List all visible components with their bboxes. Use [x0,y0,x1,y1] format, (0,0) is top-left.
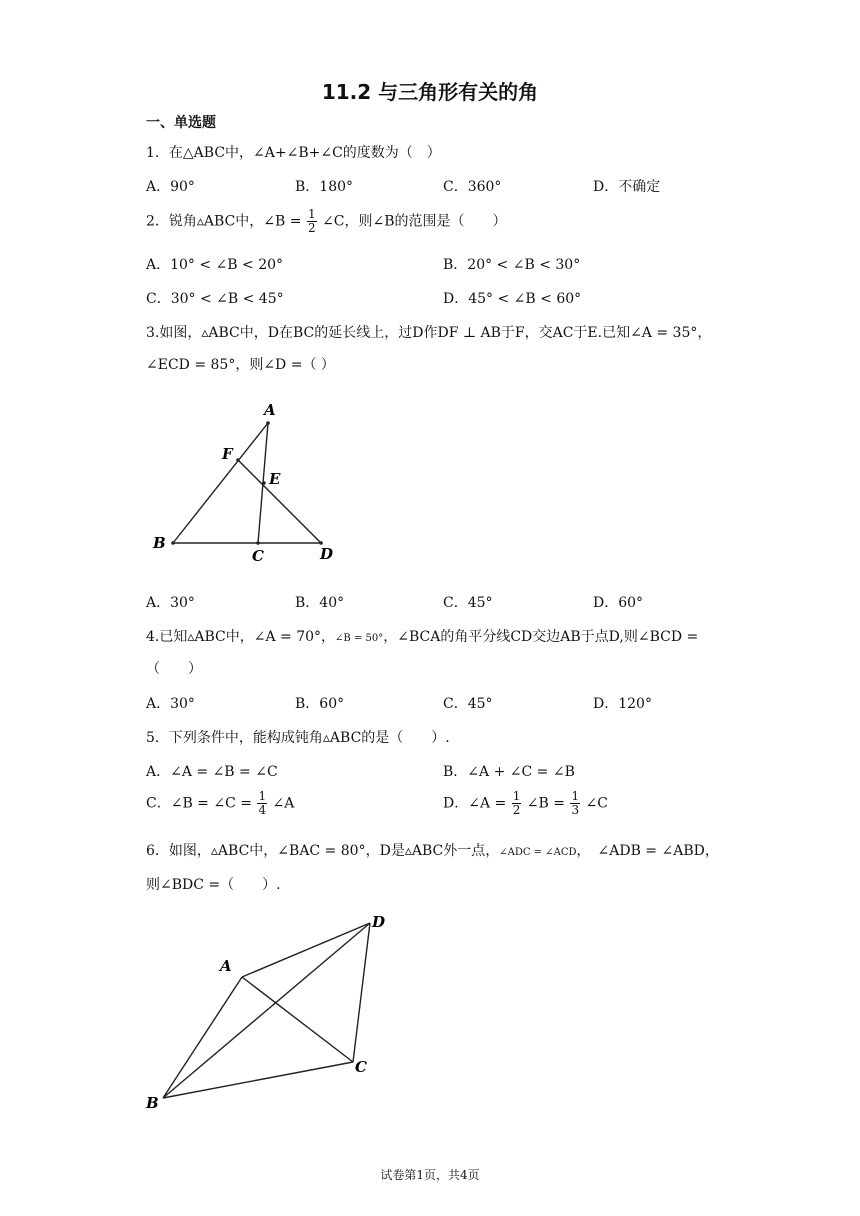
label-C: C [355,1058,367,1076]
q5-d-fraction-2 [570,790,580,817]
q1-option-d[interactable]: D．不确定 [593,179,661,195]
q3-option-d[interactable]: D．60° [593,595,644,611]
q6-stem-small: ∠ADC = ∠ACD [499,847,577,858]
label-C: C [252,547,264,565]
label-B: B [146,1094,159,1112]
label-B: B [153,534,166,552]
label-D: D [372,913,386,931]
question-6-stem-line1 [146,840,719,860]
q5-d-den2: 3 [571,803,580,817]
question-3-stem-line1: 3.如图，▵ABC中，D在BC的延长线上，过D作DF ⊥ AB于F，交AC于E.已知∠A = 35°， [146,325,712,341]
segment-AD [242,923,370,977]
segment-DC [353,923,370,1062]
q6-stem-part2: ， ∠ADB = ∠ABD， [576,843,719,859]
segment-BA [163,977,242,1098]
q5-d-mid: ∠B = [526,795,565,812]
q3-option-b[interactable]: B．40° [295,595,345,611]
q4-stem-part1: 4.已知▵ABC中，∠A = 70°， [146,629,336,645]
q5-d-fraction-1 [512,790,522,817]
q3-option-a[interactable]: A．30° [146,595,195,611]
q2-stem-prefix: 2．锐角▵ABC中，∠B = [146,213,302,230]
point-C [256,541,260,545]
point-A [266,421,270,425]
question-5-stem: 5．下列条件中，能构成钝角▵ABC的是（ ）. [146,730,450,746]
q5-c-num: 1 [258,789,267,803]
q5-c-suffix: ∠A [272,795,295,812]
q5-option-d[interactable] [443,790,608,817]
q5-d-num1: 1 [512,789,521,803]
q5-option-a[interactable]: A．∠A = ∠B = ∠C [146,764,278,780]
q2-option-c[interactable]: C．30° < ∠B < 45° [146,291,284,307]
section-heading: 一、单选题 [146,115,216,131]
question-1-stem: 1．在△ABC中，∠A+∠B+∠C的度数为（ ） [146,145,441,161]
q2-fraction [307,208,317,235]
q5-d-suffix: ∠C [585,795,608,812]
q6-stem-part1: 6．如图，▵ABC中，∠BAC = 80°，D是▵ABC外一点， [146,843,500,859]
q5-c-den: 4 [258,803,267,817]
q1-option-b[interactable]: B．180° [295,179,354,195]
label-A: A [264,401,276,419]
q1-option-c[interactable]: C．360° [443,179,502,195]
q2-option-d[interactable]: D．45° < ∠B < 60° [443,291,582,307]
q4-stem-small: ∠B = 50° [335,633,384,644]
label-F: F [222,445,233,463]
q5-c-fraction [257,790,267,817]
segment-AC [242,977,353,1062]
q4-stem-part2: ，∠BCA的角平分线CD交边AB于点D,则∠BCD = [383,629,699,645]
q2-stem-suffix: ∠C，则∠B的范围是（ ） [322,213,507,230]
q2-fraction-den: 2 [307,221,316,235]
q5-d-den1: 2 [512,803,521,817]
q3-triangle-figure [140,396,360,572]
page-footer: 试卷第1页，共4页 [380,1168,480,1182]
question-4-stem-line1 [146,626,698,646]
q4-option-a[interactable]: A．30° [146,696,195,712]
label-D: D [320,545,334,563]
label-A: A [220,957,232,975]
q4-option-c[interactable]: C．45° [443,696,493,712]
q2-option-b[interactable]: B．20° < ∠B < 30° [443,257,581,273]
q3-option-c[interactable]: C．45° [443,595,493,611]
question-3-stem-line2: ∠ECD = 85°，则∠D =（ ） [146,357,335,373]
question-2-stem [146,208,507,235]
q2-option-a[interactable]: A．10° < ∠B < 20° [146,257,284,273]
point-E [262,481,266,485]
segment-CB [163,1062,353,1098]
segment-BD [163,923,370,1098]
q1-option-a[interactable]: A．90° [146,179,195,195]
q5-d-num2: 1 [571,789,580,803]
q5-option-c[interactable] [146,790,294,817]
q5-c-prefix: C．∠B = ∠C = [146,795,252,812]
page-title: 11.2 与三角形有关的角 [321,80,539,104]
q4-option-d[interactable]: D．120° [593,696,652,712]
point-F [236,458,240,462]
question-4-stem-line2: （ ） [146,661,202,677]
q4-option-b[interactable]: B．60° [295,696,345,712]
question-6-stem-line2: 则∠BDC =（ ）. [146,877,281,893]
label-E: E [269,470,281,488]
q6-quadrilateral-figure [140,900,400,1120]
point-B [171,541,175,545]
q5-d-prefix: D．∠A = [443,795,507,812]
segment-AB [173,423,268,543]
q2-fraction-num: 1 [307,207,316,221]
q5-option-b[interactable]: B．∠A + ∠C = ∠B [443,764,575,780]
